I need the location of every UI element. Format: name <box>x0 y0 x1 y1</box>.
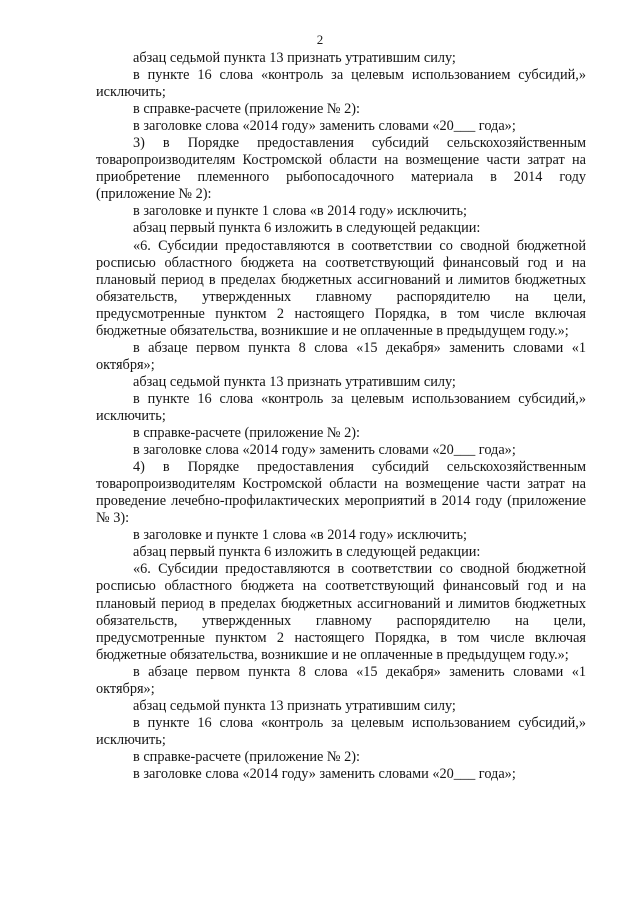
paragraph: абзац седьмой пункта 13 признать утратившим силу; <box>133 373 456 390</box>
page-number: 2 <box>316 32 324 47</box>
paragraph: в пункте 16 слова «контроль за целевым использованием субсидий,» исключить; <box>96 714 586 748</box>
paragraph: в справке-расчете (приложение № 2): <box>133 101 361 118</box>
paragraph: в абзаце первом пункта 8 слова «15 декабря» заменить словами «1 октября»; <box>96 663 586 697</box>
paragraph: 4) в Порядке предоставления субсидий сельскохозяйственным товаропроизводителям Костромской области на возмещение части затрат на проведение лечебно-профилактических мероприятий в 2014 году (приложение № 3): <box>96 459 586 527</box>
paragraph: в пункте 16 слова «контроль за целевым использованием субсидий,» исключить; <box>96 390 586 424</box>
paragraph: в заголовке и пункте 1 слова «в 2014 году» исключить; <box>133 527 467 544</box>
paragraph: 3) в Порядке предоставления субсидий сельскохозяйственным товаропроизводителям Костромской области на возмещение части затрат на приобретение племенного рыбопосадочного материала в 2014 году (приложение № 2): <box>96 135 586 203</box>
paragraph: абзац первый пункта 6 изложить в следующей редакции: <box>133 220 481 237</box>
paragraph: абзац первый пункта 6 изложить в следующей редакции: <box>133 544 481 561</box>
paragraph: абзац седьмой пункта 13 признать утратившим силу; <box>133 50 456 66</box>
paragraph: в заголовке слова «2014 году» заменить словами «20___ года»; <box>133 765 516 782</box>
paragraph: в заголовке и пункте 1 слова «в 2014 году» исключить; <box>133 203 467 220</box>
paragraph: в справке-расчете (приложение № 2): <box>133 425 361 442</box>
paragraph: абзац седьмой пункта 13 признать утратившим силу; <box>133 697 456 714</box>
document-body <box>96 50 586 783</box>
paragraph: в пункте 16 слова «контроль за целевым использованием субсидий,» исключить; <box>96 67 586 101</box>
paragraph: в абзаце первом пункта 8 слова «15 декабря» заменить словами «1 октября»; <box>96 339 586 373</box>
paragraph: «6. Субсидии предоставляются в соответствии со сводной бюджетной росписью областного бюджета на соответствующий финансовый год и на плановый период в пределах бюджетных ассигнований и лимитов бюджетных обязательств, утвержденных главному распорядителю на цели, предусмотренные пунктом 2 настоящего Порядка, в том числе включая бюджетные обязательства, возникшие и не оплаченные в предыдущем году.»; <box>96 561 586 663</box>
paragraph: в заголовке слова «2014 году» заменить словами «20___ года»; <box>133 118 516 135</box>
paragraph: в заголовке слова «2014 году» заменить словами «20___ года»; <box>133 442 516 459</box>
paragraph: в справке-расчете (приложение № 2): <box>133 748 361 765</box>
paragraph: «6. Субсидии предоставляются в соответствии со сводной бюджетной росписью областного бюджета на соответствующий финансовый год и на плановый период в пределах бюджетных ассигнований и лимитов бюджетных обязательств, утвержденных главному распорядителю на цели, предусмотренные пунктом 2 настоящего Порядка, в том числе включая бюджетные обязательства, возникшие и не оплаченные в предыдущем году.»; <box>96 237 586 339</box>
